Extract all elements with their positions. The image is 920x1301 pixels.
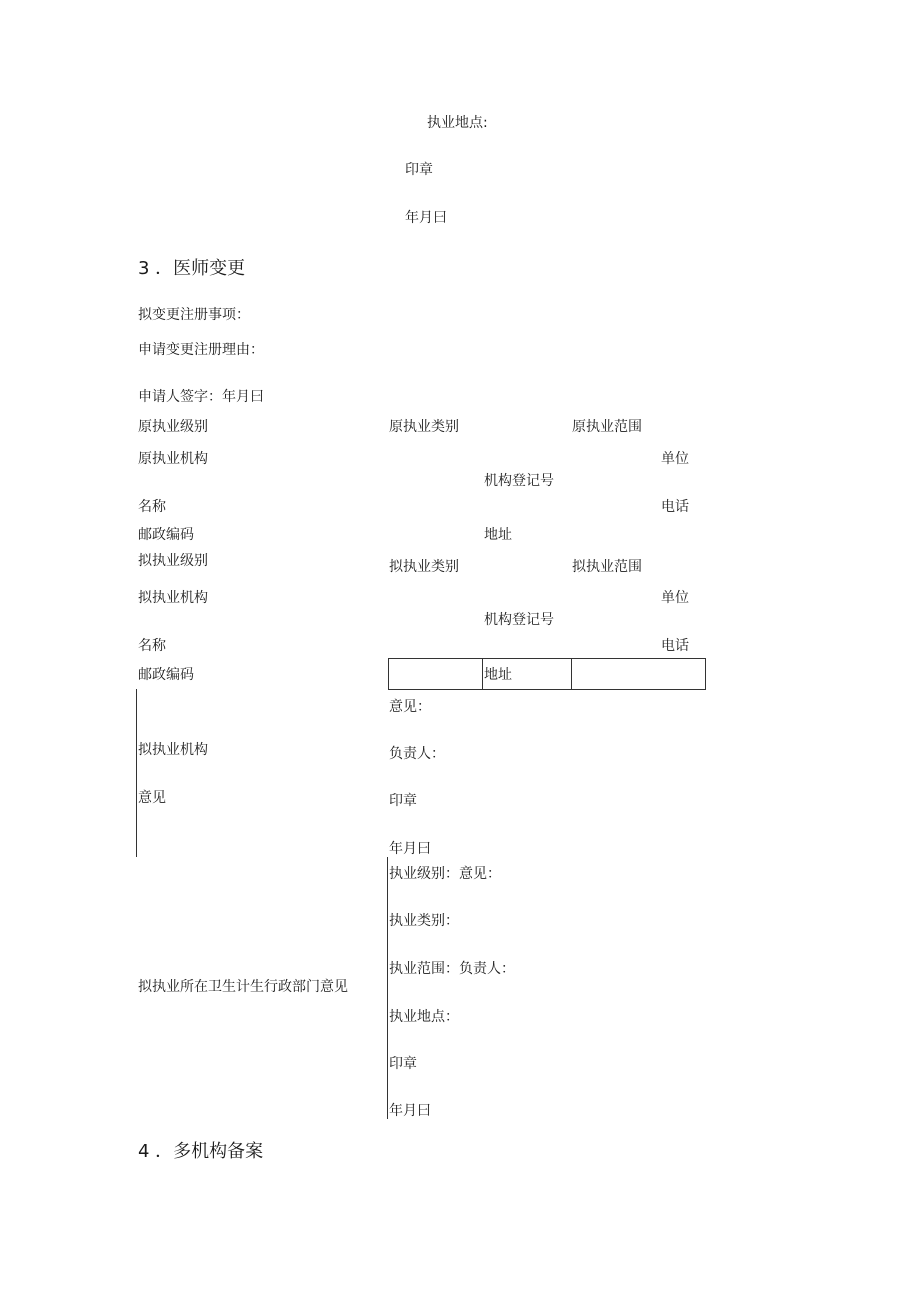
original-scope-label: 原执业范围 <box>572 419 642 435</box>
original-category-label: 原执业类别 <box>389 419 459 435</box>
table-line-left <box>388 658 389 690</box>
institution-opinion-border <box>136 689 137 857</box>
institution-seal: 印章 <box>389 793 417 809</box>
original-level-label: 原执业级别 <box>138 419 208 435</box>
original-institution-label: 原执业机构 <box>138 451 208 467</box>
proposed-institution-label: 拟执业机构 <box>138 590 208 606</box>
proposed-category-label: 拟执业类别 <box>389 559 459 575</box>
institution-person-in-charge: 负责人： <box>389 746 445 762</box>
table-line-top <box>388 658 706 659</box>
health-dept-seal: 印章 <box>389 1056 417 1072</box>
proposed-name-label: 名称 <box>138 638 166 654</box>
health-dept-level-opinion: 执业级别：意见： <box>389 866 501 882</box>
original-unit-label: 单位 <box>661 451 689 467</box>
original-postcode-label: 邮政编码 <box>138 527 194 543</box>
proposed-unit-label: 单位 <box>661 590 689 606</box>
section-4-heading: 4 ．多机构备案 <box>138 1141 264 1162</box>
original-reg-no-label: 机构登记号 <box>484 473 554 489</box>
proposed-phone-label: 电话 <box>661 638 689 654</box>
original-address-label: 地址 <box>484 527 512 543</box>
institution-opinion-text: 意见： <box>389 699 431 715</box>
proposed-postcode-label: 邮政编码 <box>138 667 194 683</box>
table-line-right <box>705 658 706 690</box>
institution-date: 年月曰 <box>389 841 431 857</box>
proposed-address-label: 地址 <box>484 667 512 683</box>
health-dept-opinion-label: 拟执业所在卫生计生行政部门意见 <box>138 979 348 995</box>
section-3-heading: 3 ．医师变更 <box>138 258 246 279</box>
health-dept-date: 年月曰 <box>389 1103 431 1119</box>
table-line-mid1 <box>482 658 483 690</box>
applicant-signature-label: 申请人签字：年月曰 <box>138 389 264 405</box>
practice-location-label: 执业地点: <box>427 115 488 131</box>
institution-opinion-label: 拟执业机构 <box>138 742 208 758</box>
change-reason-label: 申请变更注册理由： <box>138 342 264 358</box>
health-dept-location: 执业地点： <box>389 1009 459 1025</box>
change-items-label: 拟变更注册事项： <box>138 307 250 323</box>
institution-opinion-label-2: 意见 <box>138 790 166 806</box>
table-line-mid2 <box>571 658 572 690</box>
proposed-reg-no-label: 机构登记号 <box>484 612 554 628</box>
original-phone-label: 电话 <box>661 499 689 515</box>
health-dept-category: 执业类别： <box>389 913 459 929</box>
proposed-level-label: 拟执业级别 <box>138 553 208 569</box>
original-name-label: 名称 <box>138 499 166 515</box>
table-line-bottom <box>388 689 706 690</box>
seal-label: 印章 <box>405 162 433 178</box>
health-dept-scope-person: 执业范围：负责人： <box>389 961 515 977</box>
health-dept-border <box>387 857 388 1119</box>
date-label: 年月曰 <box>405 210 447 226</box>
proposed-scope-label: 拟执业范围 <box>572 559 642 575</box>
